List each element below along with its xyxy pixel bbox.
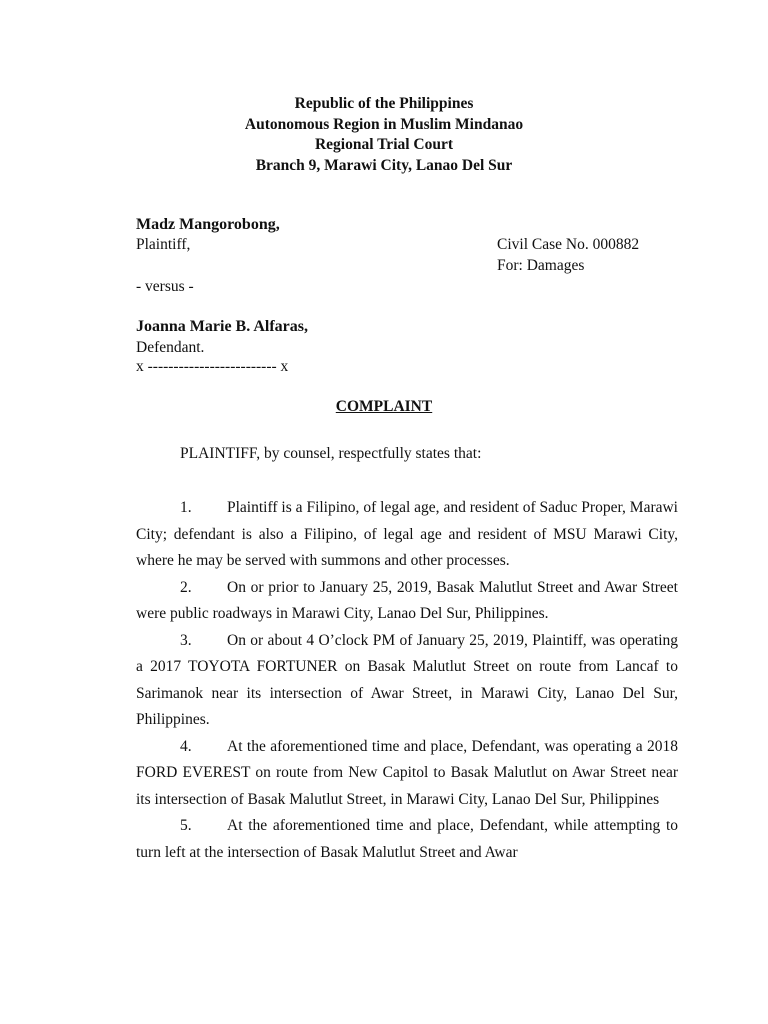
paragraph-5 xyxy=(136,813,678,866)
paragraph-3 xyxy=(136,628,678,734)
defendant-name: Joanna Marie B. Alfaras, xyxy=(136,318,308,335)
paragraph-number: 3. xyxy=(180,631,192,649)
paragraph-number: 2. xyxy=(180,578,192,596)
paragraph-number: 1. xyxy=(180,499,192,516)
plaintiff-role: Plaintiff, xyxy=(136,236,191,253)
paragraph-text: On or prior to January 25, 2019, Basak Malutlut Street and Awar Street were public roadways in Marawi City, Lanao Del Sur, Philippines. xyxy=(136,578,678,622)
versus-label: - versus - xyxy=(136,278,194,295)
case-for: For: Damages xyxy=(497,257,585,274)
header-republic: Republic of the Philippines xyxy=(294,95,474,112)
case-number: Civil Case No. 000882 xyxy=(497,236,640,253)
intro-statement: PLAINTIFF, by counsel, respectfully states that: xyxy=(180,445,482,462)
paragraph-text: Plaintiff is a Filipino, of legal age, and resident of Saduc Proper, Marawi City; defendant is also a Filipino, of legal age and resident of MSU Marawi City, where he may be served with summons and other processes. xyxy=(136,499,678,569)
paragraph-number: 5. xyxy=(180,817,192,834)
paragraph-1 xyxy=(136,495,678,575)
allegations xyxy=(136,495,678,866)
document-title: COMPLAINT xyxy=(335,398,433,415)
header-court: Regional Trial Court xyxy=(314,136,454,153)
header-region: Autonomous Region in Muslim Mindanao xyxy=(244,115,524,133)
plaintiff-name: Madz Mangorobong, xyxy=(136,216,280,233)
paragraph-text: On or about 4 O’clock PM of January 25, 2019, Plaintiff, was operating a 2017 TOYOTA FORTUNER on Basak Malutlut Street on route from Lancaf to Sarimanok near its intersection of Awar Street, in Marawi City, Lanao Del Sur, Philippines. xyxy=(136,631,678,728)
caption-separator: x ------------------------- x xyxy=(136,358,289,375)
court-header xyxy=(0,94,768,176)
paragraph-number: 4. xyxy=(180,737,192,755)
header-branch: Branch 9, Marawi City, Lanao Del Sur xyxy=(255,156,513,174)
paragraph-text: At the aforementioned time and place, Defendant, was operating a 2018 FORD EVEREST on route from New Capitol to Basak Malutlut on Awar Street near its intersection of Basak Malutlut Street, in Marawi City, Lanao Del Sur, Philippines xyxy=(136,737,678,808)
paragraph-text: At the aforementioned time and place, Defendant, while attempting to turn left at the intersection of Basak Malutlut Street and Awar xyxy=(136,817,678,861)
paragraph-4 xyxy=(136,734,678,814)
paragraph-2 xyxy=(136,575,678,628)
defendant-role: Defendant. xyxy=(136,339,205,356)
